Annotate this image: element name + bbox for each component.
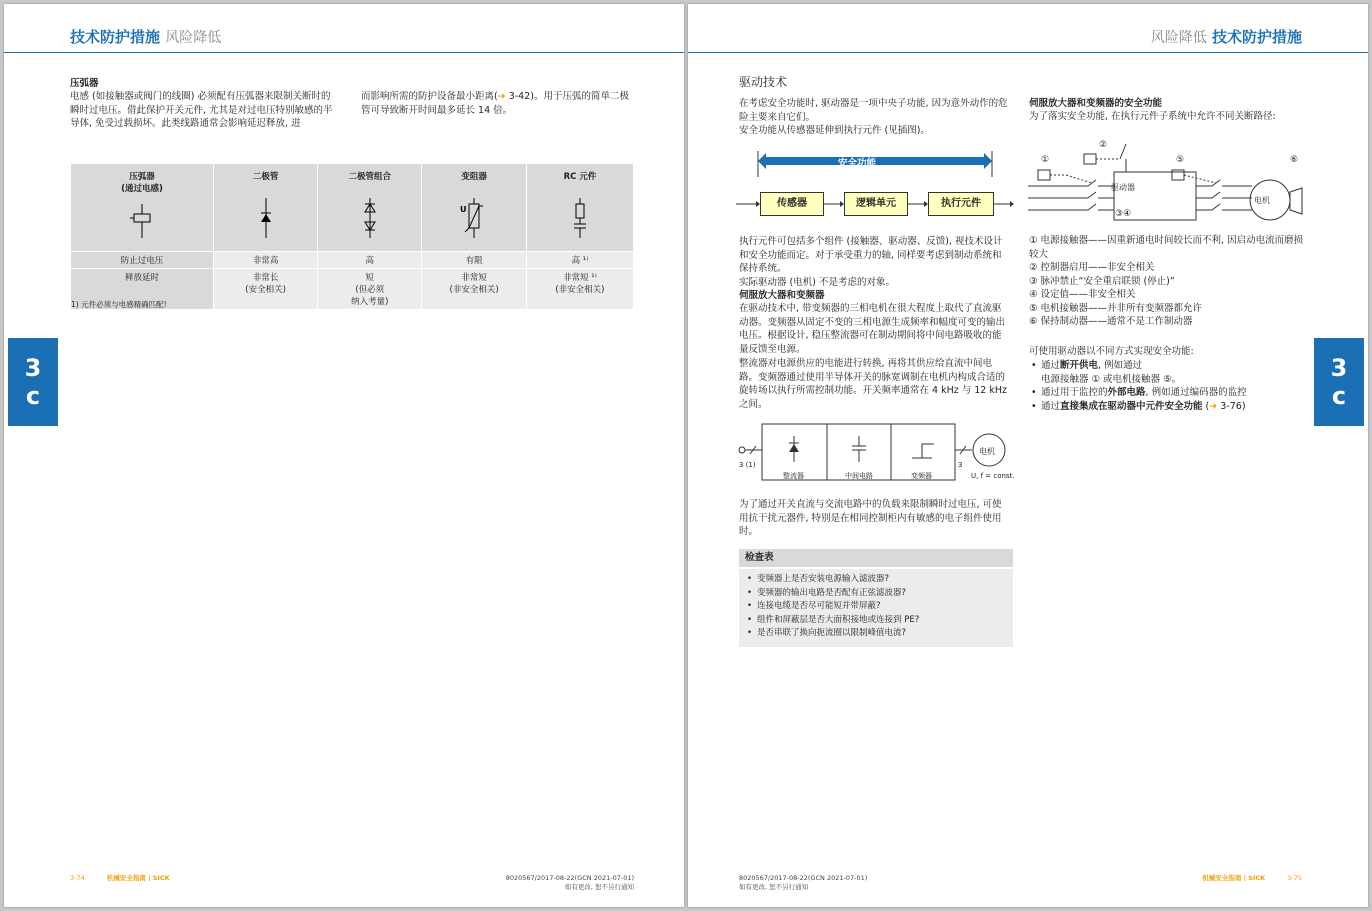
- text-part: 电源接触器 ① 或电机接触器 ⑤。: [1041, 373, 1182, 385]
- header-subtitle: 风险降低: [1150, 30, 1207, 46]
- ways-title: 可使用驱动器以不同方式实现安全功能:: [1029, 346, 1194, 357]
- output-phase-label: 3: [958, 461, 963, 469]
- footer-title: 机械安全指南 | SICK: [106, 874, 170, 882]
- chapter-letter: c: [25, 382, 41, 410]
- chapter-tab: [1314, 338, 1364, 426]
- diode-combination-icon: [360, 198, 380, 238]
- table-row: [71, 252, 634, 269]
- doc-number: 8020567/2017-08-22(GCN 2021-07-01): [739, 874, 868, 882]
- ways-list: [1029, 359, 1314, 413]
- footer-left: [70, 874, 170, 883]
- inverter-label: 变频器: [911, 472, 932, 480]
- motor-label: 电机: [1254, 196, 1270, 205]
- text-part: 3-76): [1217, 400, 1246, 412]
- checklist-item: • 变频器上是否安装电源输入滤波器?: [757, 573, 1013, 587]
- arrow-icon[interactable]: ➜: [1209, 400, 1218, 412]
- text-part: 通过: [1041, 400, 1061, 412]
- legend-item: ④ 设定值——非安全相关: [1029, 289, 1136, 300]
- table-header: [71, 164, 213, 252]
- drive-label: 驱动器: [1111, 183, 1135, 192]
- section-title: 驱动技术: [739, 75, 788, 89]
- ways-item: [1041, 386, 1314, 400]
- inductor-symbol-icon: [130, 204, 154, 238]
- checklist-title: 检查表: [739, 549, 1013, 567]
- marker-34: ③④: [1115, 209, 1132, 219]
- body-text-part: 3-42)。用于压弧的简单二极管可导致断开时间最多延长 14 倍。: [361, 91, 629, 116]
- header-rule: [4, 52, 684, 53]
- rc-element-icon: [570, 198, 590, 238]
- body-text-part: 而影响所需的防护设备最小距离(: [361, 91, 498, 102]
- legend-item: ⑤ 电机接触器——并非所有变频器都允许: [1029, 302, 1203, 314]
- checklist-item: • 组件和屏蔽层是否大面积接地或连接到 PE?: [757, 614, 1013, 628]
- chapter-number: 3: [1330, 354, 1348, 382]
- text-part: (: [1202, 400, 1210, 412]
- body-text: 在驱动技术中, 带变频器的三相电机在很大程度上取代了直流驱动器。变频器从固定不变的三相电源生成频率和幅度可变的输出电压。根据设计, 稳压整流器可在制动期间将中间电路吸收的能量反馈至电源。: [739, 303, 1006, 355]
- table-header: [213, 164, 317, 252]
- checklist-item: • 连接电缆是否尽可能短并带屏蔽?: [757, 600, 1013, 614]
- table-cell: 非常短 (非安全相关): [422, 269, 527, 310]
- motor-label: 电机: [979, 447, 995, 456]
- ways-item: [1041, 359, 1314, 386]
- varistor-symbol-icon: [459, 198, 489, 238]
- servo-intro: 为了落实安全功能, 在执行元件子系统中允许不同关断路径:: [1029, 111, 1276, 122]
- arrow-icon[interactable]: ➜: [497, 91, 506, 102]
- legend-item: ③ 脉冲禁止“安全重启联锁 (停止)”: [1029, 275, 1175, 287]
- legend-item: ⑥ 保持制动器——通常不是工作制动器: [1029, 316, 1193, 327]
- body-text-col2: [361, 90, 633, 117]
- safety-function-label: 安全功能: [838, 158, 877, 169]
- marker-2: ②: [1099, 140, 1108, 150]
- chapter-tab: [8, 338, 58, 426]
- footer-note: 如有更改, 恕不另行通知: [739, 883, 809, 891]
- chapter-number: 3: [24, 354, 42, 382]
- marker-6: ⑥: [1290, 155, 1299, 165]
- footer-left: [739, 874, 867, 892]
- left-page: [4, 4, 684, 907]
- text-part: , 例如通过编码器的监控: [1145, 387, 1247, 398]
- body-text: 整流器对电源供应的电能进行转换, 再将其供应给直流中间电路。变频器通过使用半导体开关的脉宽调制在电机内构成合适的旋转场以执行所需控制功能。开关频率通常在 4 kHz 与 12 kHz 之间。: [739, 358, 1007, 410]
- rectifier-label: 整流器: [783, 472, 804, 480]
- body-text-col1: 电感 (如接触器或阀门的线圈) 必须配有压弧器来限制关断时的瞬时过电压。借此保护开关元件, 尤其是对过电压特别敏感的半导体, 免受过载损坏。此类线路通常会影响延迟释放, 进: [70, 91, 333, 129]
- body-text: 为了通过开关直流与交流电路中的负载来限制瞬时过电压, 可使用抗干扰元器件, 特别是在相同控制柜内有敏感的电子组件使用时。: [739, 499, 1002, 537]
- sensor-block: 传感器: [760, 192, 824, 216]
- text-part: 断开供电: [1060, 360, 1099, 371]
- checklist: [739, 569, 1013, 647]
- suppressor-table: [71, 164, 634, 309]
- footer-note: 如有更改, 恕不另行通知: [564, 883, 634, 891]
- table-cell: 高 ¹⁾: [526, 252, 633, 269]
- footer-right: [444, 874, 634, 892]
- page-header: [70, 26, 221, 47]
- intro-text-2: 安全功能从传感器延伸到执行元件 (见插图)。: [739, 125, 930, 136]
- input-phase-label: 3 (1): [739, 461, 756, 469]
- table-cell: 非常高: [213, 252, 317, 269]
- diode-symbol-icon: [256, 198, 276, 238]
- svg-text:U: U: [460, 205, 467, 214]
- table-header: [318, 164, 422, 252]
- ways-item: [1041, 400, 1314, 414]
- row-label: 防止过电压: [71, 252, 213, 269]
- subsection-title: 伺服放大器和变频器: [739, 290, 825, 301]
- body-text: 实际驱动器 (电机) 不是考虑的对象。: [739, 277, 895, 288]
- doc-number: 8020567/2017-08-22(GCN 2021-07-01): [505, 874, 634, 882]
- legend-item: ② 控制器启用——非安全相关: [1029, 262, 1155, 273]
- table-cell: 高: [318, 252, 422, 269]
- actuator-block: 执行元件: [928, 192, 994, 216]
- header-label: 变阻器: [461, 172, 487, 182]
- marker-1: ①: [1041, 155, 1050, 165]
- legend: [1029, 234, 1309, 329]
- table-cell: 有限: [422, 252, 527, 269]
- header-subtitle: 风险降低: [165, 30, 222, 46]
- header-label: RC 元件: [563, 172, 597, 182]
- header-label: 压弧器 (通过电感): [121, 172, 163, 194]
- footer-title: 机械安全指南 | SICK: [1202, 874, 1266, 882]
- text-part: , 例如通过: [1098, 360, 1143, 371]
- table-cell: 非常短 ¹⁾ (非安全相关): [526, 269, 633, 310]
- drive-circuit-diagram: [1026, 134, 1316, 234]
- checklist-item: • 变频器的输出电路是否配有正弦滤波器?: [757, 587, 1013, 601]
- chapter-letter: c: [1331, 382, 1347, 410]
- right-page: [688, 4, 1368, 907]
- footer-right: [1202, 874, 1302, 883]
- header-label: 二极管组合: [348, 172, 392, 182]
- section-title: 压弧器: [70, 78, 99, 89]
- header-title: 技术防护措施: [70, 28, 161, 46]
- footnote: 1) 元件必须与电感精确匹配!: [71, 300, 167, 309]
- table-cell: 非常长 (安全相关): [213, 269, 317, 310]
- page-number: 3-75: [1287, 874, 1302, 882]
- text-part: 通过用于监控的: [1041, 387, 1108, 398]
- header-title: 技术防护措施: [1211, 28, 1302, 46]
- marker-5: ⑤: [1176, 155, 1185, 165]
- intro-text: 在考虑安全功能时, 驱动器是一项中央子功能, 因为意外动作的危险主要来自它们。: [739, 98, 1008, 123]
- table-cell: 短 (但必须 纳入考量): [318, 269, 422, 310]
- dc-link-label: 中间电路: [845, 472, 873, 480]
- text-part: 外部电路: [1107, 387, 1146, 398]
- body-text: 执行元件可包括多个组件 (接触器、驱动器、反馈), 视技术设计和安全功能而定。对于承受重力的轴, 同样要考虑到制动系统和保持系统。: [739, 236, 1003, 274]
- table-header: [526, 164, 633, 252]
- servo-title: 伺服放大器和变频器的安全功能: [1029, 98, 1163, 109]
- header-rule: [688, 52, 1368, 53]
- text-part: 通过: [1041, 360, 1061, 371]
- logic-block: 逻辑单元: [844, 192, 908, 216]
- checklist-item: • 是否串联了换向扼流圈以限制峰值电流?: [757, 627, 1013, 641]
- row-label: 释放延时: [71, 269, 213, 310]
- table-header: [422, 164, 527, 252]
- uf-label: U, f = const.: [971, 472, 1015, 480]
- header-label: 二极管: [252, 172, 279, 182]
- page-number: 3-74: [70, 874, 85, 882]
- legend-item: ① 电源接触器——因重新通电时间较长而不利, 因启动电流而磨损较大: [1029, 235, 1304, 260]
- text-part: 直接集成在驱动器中元件安全功能: [1060, 400, 1203, 412]
- page-header: [1151, 26, 1302, 47]
